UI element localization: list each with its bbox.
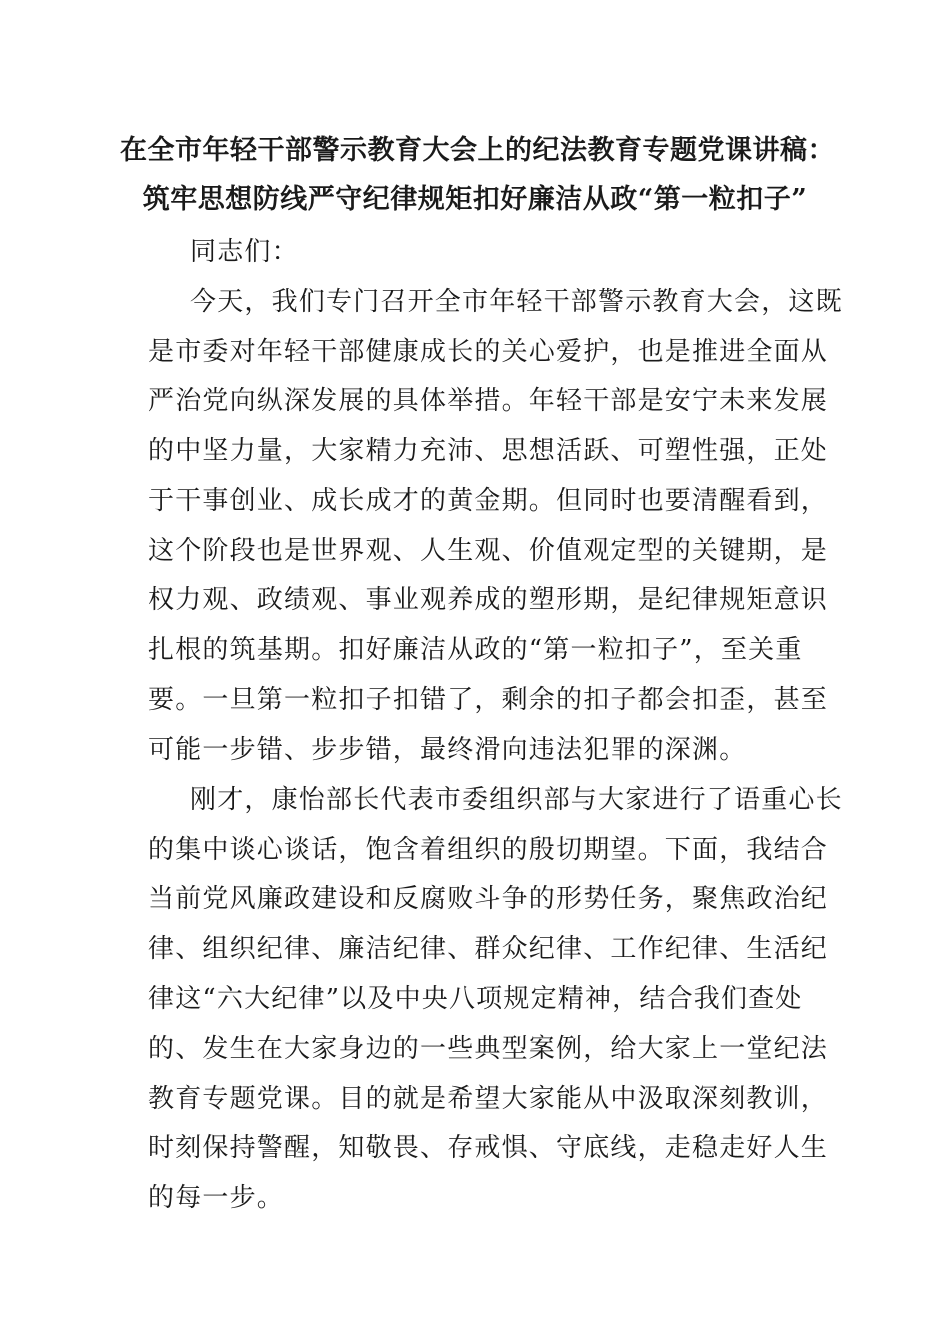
- paragraph-1-line: 严治党向纵深发展的具体举措。年轻干部是安宁未来发展: [148, 386, 829, 416]
- paragraph-1-line: 要。一旦第一粒扣子扣错了，剩余的扣子都会扣歪，甚至: [148, 685, 829, 715]
- paragraph-1-line: 扎根的筑基期。扣好廉洁从政的“第一粒扣子”，至关重: [148, 635, 803, 665]
- paragraph-2-line: 刚才，康怡部长代表市委组织部与大家进行了语重心长: [190, 785, 843, 815]
- paragraph-2-line: 的、发生在大家身边的一些典型案例，给大家上一堂纪法: [148, 1034, 829, 1064]
- salutation: 同志们：: [190, 237, 299, 267]
- paragraph-1-line: 是市委对年轻干部健康成长的关心爱护，也是推进全面从: [148, 337, 829, 367]
- paragraph-2-line: 当前党风廉政建设和反腐败斗争的形势任务，聚焦政治纪: [148, 884, 829, 914]
- document-title-line-2: 筑牢思想防线严守纪律规矩扣好廉洁从政“第一粒扣子”: [142, 184, 808, 215]
- paragraph-2-line: 的集中谈心谈话，饱含着组织的殷切期望。下面，我结合: [148, 835, 829, 865]
- paragraph-2-line: 时刻保持警醒，知敬畏、存戒惧、守底线，走稳走好人生: [148, 1133, 829, 1163]
- paragraph-1-line: 的中坚力量，大家精力充沛、思想活跃、可塑性强，正处: [148, 436, 829, 466]
- paragraph-1-line: 于干事创业、成长成才的黄金期。但同时也要清醒看到，: [148, 486, 829, 516]
- paragraph-2-line: 律、组织纪律、廉洁纪律、群众纪律、工作纪律、生活纪: [148, 934, 829, 964]
- paragraph-1-line: 权力观、政绩观、事业观养成的塑形期，是纪律规矩意识: [148, 585, 829, 615]
- document-title-line-1: 在全市年轻干部警示教育大会上的纪法教育专题党课讲稿：: [120, 135, 835, 166]
- paragraph-1-line: 可能一步错、步步错，最终滑向违法犯罪的深渊。: [148, 735, 747, 765]
- paragraph-1-line: 这个阶段也是世界观、人生观、价值观定型的关键期，是: [148, 536, 829, 566]
- paragraph-1-line: 今天，我们专门召开全市年轻干部警示教育大会，这既: [190, 287, 843, 317]
- paragraph-2-line: 律这“六大纪律”以及中央八项规定精神，结合我们查处: [148, 984, 803, 1014]
- paragraph-2-line: 教育专题党课。目的就是希望大家能从中汲取深刻教训，: [148, 1084, 829, 1114]
- paragraph-2-line: 的每一步。: [148, 1183, 285, 1213]
